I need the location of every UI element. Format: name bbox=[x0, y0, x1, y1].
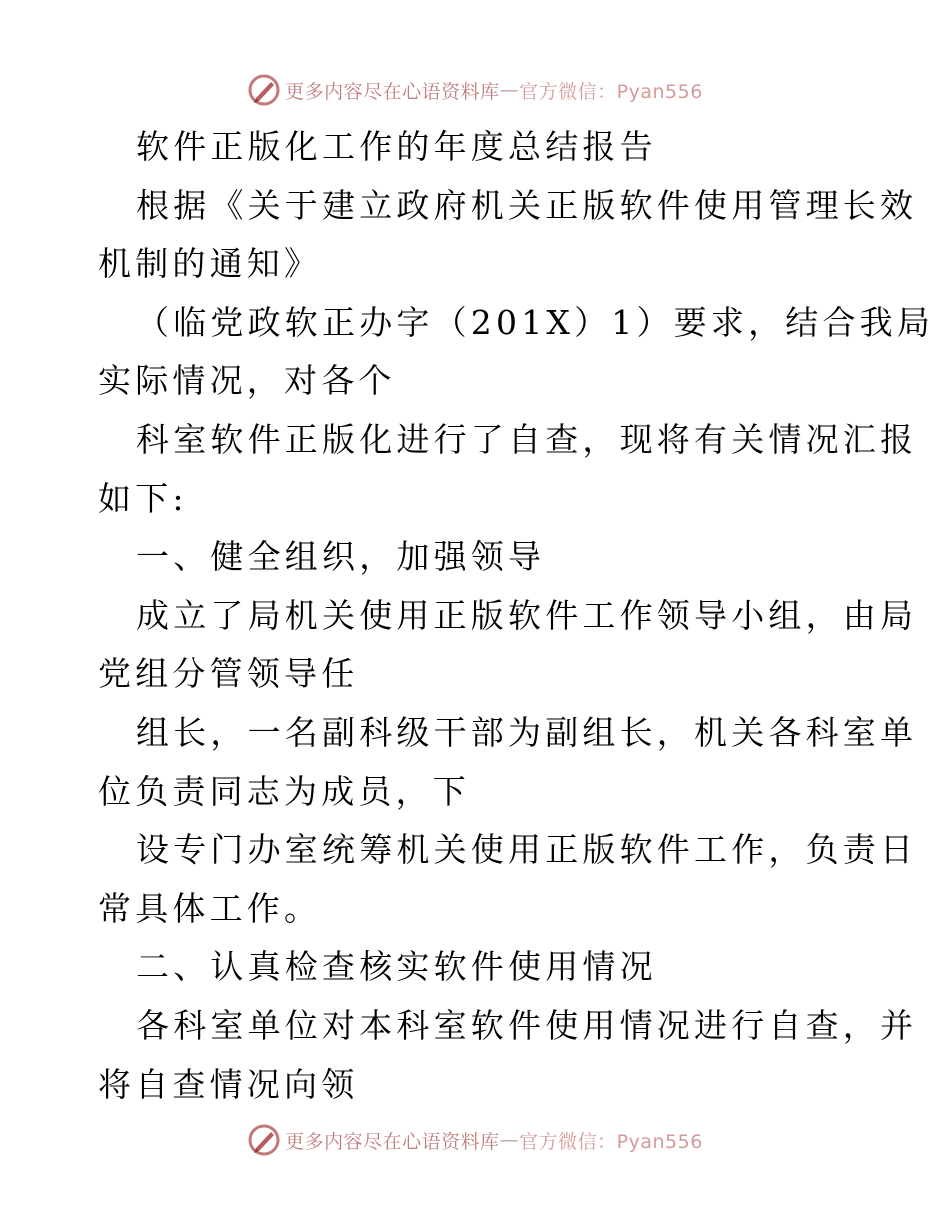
section-heading: 一、健全组织，加强领导 bbox=[136, 537, 546, 577]
paragraph-line: 实际情况，对各个 bbox=[98, 361, 396, 401]
watermark-contact: 官方微信：Pyan556 bbox=[519, 1130, 703, 1153]
paragraph-line: 位负责同志为成员，下 bbox=[98, 771, 470, 811]
paragraph-line: 机制的通知》 bbox=[98, 244, 322, 284]
paragraph-line: 常具体工作。 bbox=[98, 888, 322, 928]
paragraph-line: 成立了局机关使用正版软件工作领导小组，由局 bbox=[136, 595, 918, 635]
paragraph-line: 设专门办室统筹机关使用正版软件工作，负责日 bbox=[136, 830, 918, 870]
paragraph-line: 科室软件正版化进行了自查，现将有关情况汇报 bbox=[136, 419, 918, 459]
paragraph-line: 如下: bbox=[98, 478, 188, 518]
paragraph-line: 将自查情况向领 bbox=[98, 1064, 359, 1104]
watermark-text: 更多内容尽在心语资料库 bbox=[285, 80, 500, 103]
watermark-separator: — bbox=[499, 1129, 520, 1151]
pen-logo-icon bbox=[247, 1123, 281, 1157]
document-title: 软件正版化工作的年度总结报告 bbox=[136, 127, 657, 166]
watermark-text: 更多内容尽在心语资料库 bbox=[285, 1130, 500, 1153]
watermark-separator: — bbox=[499, 79, 520, 101]
pen-logo-icon bbox=[247, 73, 281, 107]
header-watermark bbox=[0, 70, 950, 110]
paragraph-line: 组长，一名副科级干部为副组长，机关各科室单 bbox=[136, 712, 918, 752]
footer-watermark bbox=[0, 1120, 950, 1160]
document-body bbox=[98, 118, 935, 1114]
section-heading: 二、认真检查核实软件使用情况 bbox=[136, 947, 657, 987]
paragraph-line: 各科室单位对本科室软件使用情况进行自查，并 bbox=[136, 1005, 918, 1045]
paragraph-line: 党组分管领导任 bbox=[98, 654, 359, 694]
paragraph-line: （临党政软正办字（201X）1）要求，结合我局 bbox=[136, 302, 935, 342]
watermark-contact: 官方微信：Pyan556 bbox=[519, 80, 703, 103]
paragraph-line: 根据《关于建立政府机关正版软件使用管理长效 bbox=[136, 185, 918, 225]
